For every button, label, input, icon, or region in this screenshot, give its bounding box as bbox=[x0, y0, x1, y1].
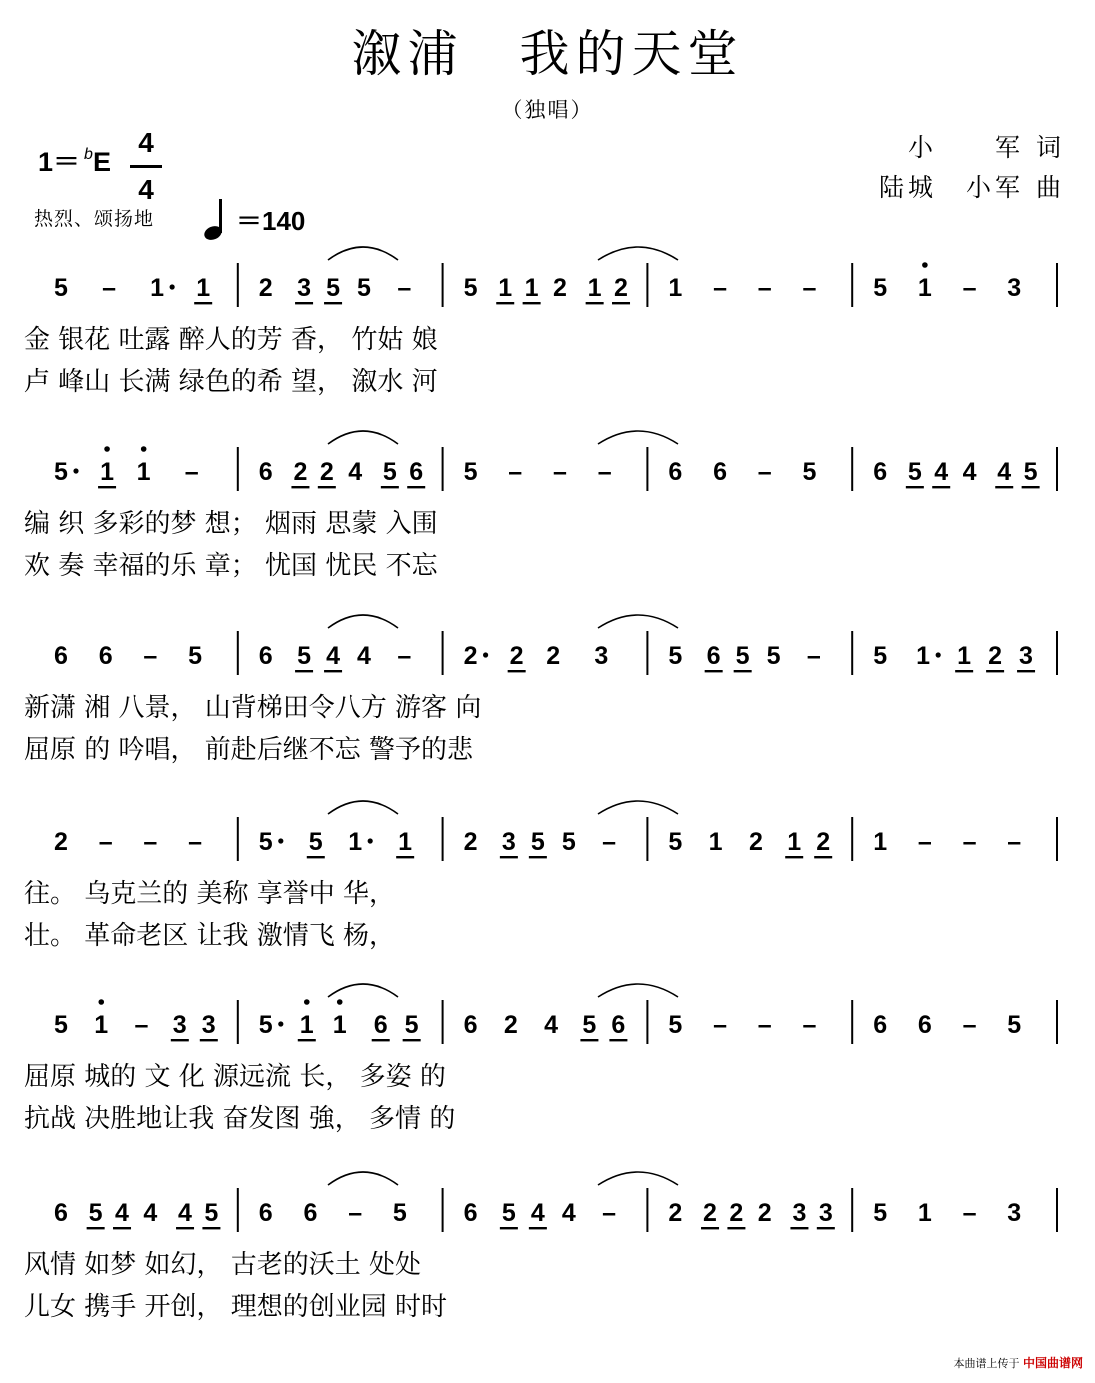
score-note: 6 bbox=[409, 458, 424, 486]
score-note: – bbox=[806, 642, 821, 670]
score-note: 6 bbox=[373, 1011, 388, 1039]
score-note: – bbox=[962, 1011, 977, 1039]
score-note: 6 bbox=[463, 1011, 478, 1039]
underline-beam bbox=[113, 1227, 131, 1229]
score-note: 5 bbox=[463, 458, 478, 486]
slur bbox=[328, 247, 398, 260]
score-note: 1 bbox=[524, 274, 539, 302]
underline-beam bbox=[609, 1039, 627, 1041]
time-bottom: 4 bbox=[138, 174, 154, 205]
underline-beam bbox=[817, 1227, 835, 1229]
score-note: 4 bbox=[561, 1199, 576, 1227]
key-prefix: 1＝ bbox=[38, 147, 81, 177]
underline-beam bbox=[500, 856, 518, 858]
score-note: 2 bbox=[668, 1199, 683, 1227]
score-note: – bbox=[802, 274, 817, 302]
score-note: – bbox=[102, 274, 116, 302]
score-note: – bbox=[962, 828, 977, 856]
underline-beam bbox=[194, 302, 212, 304]
upload-text: 本曲谱上传于 bbox=[953, 1357, 1020, 1370]
score-note: 2 bbox=[816, 828, 831, 856]
slur bbox=[328, 801, 398, 814]
underline-beam bbox=[295, 670, 313, 672]
score-note: 1 bbox=[150, 274, 165, 302]
score-note: 6 bbox=[463, 1199, 478, 1227]
score-note: 5 bbox=[873, 642, 888, 670]
score-note: 5 bbox=[582, 1011, 597, 1039]
score-note: 1 bbox=[398, 828, 413, 856]
barline bbox=[851, 447, 853, 491]
score-system bbox=[24, 247, 1058, 397]
augmentation-dot bbox=[73, 468, 78, 473]
octave-dot bbox=[141, 446, 147, 452]
score-note: 3 bbox=[501, 828, 516, 856]
score-note: 4 bbox=[530, 1199, 545, 1227]
augmentation-dot bbox=[278, 1021, 283, 1026]
score-note: 1 bbox=[94, 1011, 109, 1039]
score-note: – bbox=[757, 274, 772, 302]
underline-beam bbox=[202, 1227, 220, 1229]
score-note: – bbox=[757, 458, 772, 486]
score-note: 2 bbox=[729, 1199, 744, 1227]
underline-beam bbox=[171, 1039, 189, 1041]
lyric-line-verse1: 新潇 湘 八景， 山背梯田令八方 游客 向 bbox=[24, 693, 482, 723]
score-note: – bbox=[397, 274, 412, 302]
barline bbox=[1056, 263, 1058, 307]
score-system bbox=[24, 1172, 1058, 1322]
score-note: 5 bbox=[530, 828, 545, 856]
score-note: 6 bbox=[668, 458, 683, 486]
barline bbox=[851, 1188, 853, 1232]
lyric-line-verse2: 壮。 革命老区 让我 激情飞 杨， bbox=[24, 921, 396, 951]
tempo-marking: 热烈、颂扬地 bbox=[34, 208, 155, 230]
score-note: 6 bbox=[258, 642, 273, 670]
underline-beam bbox=[500, 1227, 518, 1229]
score-note: – bbox=[597, 458, 612, 486]
score-note: 3 bbox=[1007, 274, 1022, 302]
score-note: 6 bbox=[873, 1011, 888, 1039]
score-note: – bbox=[553, 458, 567, 486]
score-note: 4 bbox=[997, 458, 1012, 486]
score-note: 5 bbox=[463, 274, 478, 302]
score-note: 5 bbox=[873, 1199, 888, 1227]
score-note: 6 bbox=[873, 458, 888, 486]
augmentation-dot bbox=[368, 838, 373, 843]
score-note: 2 bbox=[463, 828, 478, 856]
score-note: 4 bbox=[115, 1199, 129, 1227]
score-note: 4 bbox=[326, 642, 340, 670]
score-note: 3 bbox=[792, 1199, 807, 1227]
score-note: 5 bbox=[357, 274, 371, 302]
score-note: 1 bbox=[668, 274, 683, 302]
score-note: 5 bbox=[1023, 458, 1038, 486]
score-note: 4 bbox=[143, 1199, 158, 1227]
score-note: 5 bbox=[873, 274, 888, 302]
slur bbox=[598, 247, 678, 260]
barline bbox=[237, 1188, 239, 1232]
score-note: 2 bbox=[614, 274, 628, 302]
score-note: – bbox=[962, 274, 977, 302]
underline-beam bbox=[508, 670, 526, 672]
score-note: 2 bbox=[703, 1199, 717, 1227]
underline-beam bbox=[529, 856, 547, 858]
score-note: 6 bbox=[258, 458, 273, 486]
underline-beam bbox=[986, 670, 1004, 672]
score-note: 2 bbox=[463, 642, 478, 670]
score-note: 6 bbox=[706, 642, 721, 670]
underline-beam bbox=[200, 1039, 218, 1041]
slur bbox=[328, 615, 398, 628]
score-note: – bbox=[713, 1011, 728, 1039]
underline-beam bbox=[496, 302, 514, 304]
augmentation-dot bbox=[170, 284, 175, 289]
score-note: 2 bbox=[509, 642, 524, 670]
score-note: 5 bbox=[668, 828, 683, 856]
underline-beam bbox=[176, 1227, 194, 1229]
barline bbox=[851, 263, 853, 307]
score-note: – bbox=[917, 828, 932, 856]
lyric-line-verse2: 儿女 携手 开创， 理想的创业园 时时 bbox=[24, 1292, 448, 1322]
underline-beam bbox=[955, 670, 973, 672]
score-note: 1 bbox=[299, 1011, 314, 1039]
score-note: 6 bbox=[611, 1011, 626, 1039]
score-note: 5 bbox=[188, 642, 203, 670]
flat-sign: b bbox=[84, 146, 93, 163]
score-note: 3 bbox=[594, 642, 609, 670]
score-note: – bbox=[188, 828, 203, 856]
score-note: 1 bbox=[917, 274, 932, 302]
barline bbox=[646, 1188, 648, 1232]
underline-beam bbox=[1022, 486, 1040, 488]
score-note: – bbox=[802, 1011, 817, 1039]
underline-beam bbox=[291, 486, 309, 488]
score-note: 1 bbox=[708, 828, 723, 856]
underline-beam bbox=[701, 1227, 719, 1229]
score-note: 1 bbox=[787, 828, 802, 856]
barline bbox=[646, 263, 648, 307]
lyric-line-verse2: 屈原 的 吟唱， 前赴后继不忘 警予的悲 bbox=[24, 735, 474, 765]
score-note: 5 bbox=[766, 642, 781, 670]
score-system bbox=[24, 801, 1058, 951]
barline bbox=[237, 447, 239, 491]
augmentation-dot bbox=[278, 838, 283, 843]
slur bbox=[328, 1172, 398, 1185]
score-note: 1 bbox=[196, 274, 211, 302]
score-note: – bbox=[1007, 828, 1022, 856]
octave-dot bbox=[922, 262, 928, 268]
score-note: 3 bbox=[1007, 1199, 1022, 1227]
score-note: 2 bbox=[546, 642, 561, 670]
score-note: 3 bbox=[172, 1011, 187, 1039]
score-system bbox=[24, 984, 1058, 1134]
score-note: 1 bbox=[916, 642, 931, 670]
octave-dot bbox=[104, 446, 110, 452]
underline-beam bbox=[403, 1039, 421, 1041]
score-note: 5 bbox=[735, 642, 750, 670]
score-note: 5 bbox=[258, 828, 273, 856]
upload-note bbox=[953, 1354, 1083, 1371]
slur bbox=[598, 1172, 678, 1185]
barline bbox=[237, 263, 239, 307]
score-note: 5 bbox=[258, 1011, 273, 1039]
barline bbox=[646, 447, 648, 491]
score-note: 5 bbox=[907, 458, 922, 486]
score-note: 4 bbox=[348, 458, 363, 486]
composer-credit: 陆城 小军 曲 bbox=[879, 173, 1065, 202]
score-note: 4 bbox=[178, 1199, 192, 1227]
score-note: 1 bbox=[332, 1011, 347, 1039]
slur bbox=[328, 984, 398, 997]
score-note: – bbox=[602, 1199, 617, 1227]
score-note: – bbox=[508, 458, 523, 486]
score-note: 5 bbox=[54, 1011, 68, 1039]
underline-beam bbox=[98, 486, 116, 488]
score-note: 2 bbox=[757, 1199, 772, 1227]
underline-beam bbox=[734, 670, 752, 672]
augmentation-dot bbox=[483, 652, 488, 657]
lyric-line-verse1: 金 银花 吐露 醉人的芳 香， 竹姑 娘 bbox=[24, 325, 438, 355]
underline-beam bbox=[586, 302, 604, 304]
score-note: 1 bbox=[587, 274, 602, 302]
lyric-line-verse2: 欢 奏 幸福的乐 章； 忧国 忧民 不忘 bbox=[24, 551, 438, 581]
score-note: 2 bbox=[503, 1011, 518, 1039]
octave-dot bbox=[98, 999, 104, 1005]
underline-beam bbox=[785, 856, 803, 858]
score-note: 5 bbox=[204, 1199, 219, 1227]
underline-beam bbox=[298, 1039, 316, 1041]
score-note: 5 bbox=[88, 1199, 103, 1227]
score-note: 6 bbox=[713, 458, 728, 486]
score-note: 5 bbox=[404, 1011, 419, 1039]
underline-beam bbox=[396, 856, 414, 858]
underline-beam bbox=[523, 302, 541, 304]
score-note: 5 bbox=[561, 828, 576, 856]
score-note: 3 bbox=[297, 274, 311, 302]
underline-beam bbox=[612, 302, 630, 304]
underline-beam bbox=[318, 486, 336, 488]
song-title: 溆浦 我的天堂 bbox=[351, 25, 744, 83]
barline bbox=[1056, 447, 1058, 491]
score-note: – bbox=[757, 1011, 772, 1039]
slur bbox=[328, 431, 398, 444]
score-note: 5 bbox=[54, 274, 68, 302]
score-note: 4 bbox=[934, 458, 949, 486]
underline-beam bbox=[790, 1227, 808, 1229]
score-note: 1 bbox=[100, 458, 114, 486]
barline bbox=[646, 817, 648, 861]
underline-beam bbox=[87, 1227, 105, 1229]
barline bbox=[1056, 1188, 1058, 1232]
score-note: 5 bbox=[308, 828, 323, 856]
underline-beam bbox=[407, 486, 425, 488]
score-note: 6 bbox=[54, 642, 68, 670]
score-note: 3 bbox=[818, 1199, 833, 1227]
underline-beam bbox=[307, 856, 325, 858]
score-note: 1 bbox=[957, 642, 972, 670]
barline bbox=[237, 1000, 239, 1044]
barline bbox=[1056, 817, 1058, 861]
slur bbox=[598, 801, 678, 814]
subtitle-solo: （独唱） bbox=[501, 98, 594, 122]
underline-beam bbox=[932, 486, 950, 488]
score-note: 2 bbox=[258, 274, 273, 302]
score-system bbox=[24, 615, 1058, 765]
barline bbox=[646, 631, 648, 675]
underline-beam bbox=[727, 1227, 745, 1229]
underline-beam bbox=[705, 670, 723, 672]
barline bbox=[851, 1000, 853, 1044]
barline bbox=[442, 631, 444, 675]
score-note: 4 bbox=[544, 1011, 559, 1039]
score-note: 5 bbox=[297, 642, 311, 670]
lyric-line-verse2: 卢 峰山 长满 绿色的希 望， 溆水 河 bbox=[24, 367, 438, 397]
score-note: 3 bbox=[1019, 642, 1033, 670]
time-top: 4 bbox=[138, 127, 154, 158]
barline bbox=[1056, 1000, 1058, 1044]
score-note: – bbox=[134, 1011, 149, 1039]
barline bbox=[646, 1000, 648, 1044]
barline bbox=[442, 817, 444, 861]
barline bbox=[237, 631, 239, 675]
barline bbox=[442, 447, 444, 491]
score-note: 5 bbox=[668, 1011, 683, 1039]
score-note: – bbox=[713, 274, 728, 302]
score-note: 4 bbox=[962, 458, 977, 486]
score-note: 5 bbox=[54, 458, 68, 486]
score-note: 5 bbox=[802, 458, 817, 486]
barline bbox=[442, 263, 444, 307]
score-note: 6 bbox=[917, 1011, 932, 1039]
barline bbox=[1056, 631, 1058, 675]
underline-beam bbox=[372, 1039, 390, 1041]
score-note: 6 bbox=[98, 642, 113, 670]
score-note: 5 bbox=[326, 274, 340, 302]
score-note: 1 bbox=[136, 458, 151, 486]
augmentation-dot bbox=[936, 652, 941, 657]
score-note: – bbox=[348, 1199, 363, 1227]
score-note: 2 bbox=[988, 642, 1003, 670]
lyricist-credit: 小 军 词 bbox=[908, 133, 1065, 162]
score-note: 1 bbox=[873, 828, 888, 856]
barline bbox=[237, 817, 239, 861]
score-note: 2 bbox=[293, 458, 308, 486]
score-note: – bbox=[962, 1199, 977, 1227]
tempo-bpm: ＝140 bbox=[236, 206, 306, 236]
score-note: 6 bbox=[303, 1199, 318, 1227]
score-note: – bbox=[397, 642, 412, 670]
key-letter: E bbox=[92, 147, 111, 177]
score-note: 6 bbox=[258, 1199, 273, 1227]
score-note: 3 bbox=[201, 1011, 216, 1039]
score-note: 2 bbox=[553, 274, 567, 302]
underline-beam bbox=[529, 1227, 547, 1229]
underline-beam bbox=[814, 856, 832, 858]
score-note: 1 bbox=[348, 828, 363, 856]
underline-beam bbox=[580, 1039, 598, 1041]
score-note: – bbox=[98, 828, 113, 856]
score-note: 1 bbox=[498, 274, 513, 302]
score-note: 2 bbox=[54, 828, 68, 856]
underline-beam bbox=[1017, 670, 1035, 672]
score-note: 5 bbox=[392, 1199, 407, 1227]
barline bbox=[851, 817, 853, 861]
score-note: 5 bbox=[1007, 1011, 1022, 1039]
site-logo: 中国曲谱网 bbox=[1022, 1356, 1083, 1370]
slur bbox=[598, 431, 678, 444]
underline-beam bbox=[324, 670, 342, 672]
slur bbox=[598, 984, 678, 997]
barline bbox=[442, 1188, 444, 1232]
underline-beam bbox=[906, 486, 924, 488]
score-note: 2 bbox=[748, 828, 763, 856]
lyric-line-verse1: 风情 如梦 如幻， 古老的沃土 处处 bbox=[24, 1250, 422, 1280]
slur bbox=[598, 615, 678, 628]
score-note: 5 bbox=[501, 1199, 516, 1227]
score-note: 5 bbox=[668, 642, 683, 670]
underline-beam bbox=[324, 302, 342, 304]
lyric-line-verse1: 编 织 多彩的梦 想； 烟雨 思蒙 入围 bbox=[24, 509, 438, 539]
score-note: – bbox=[184, 458, 199, 486]
underline-beam bbox=[381, 486, 399, 488]
score-note: – bbox=[143, 642, 158, 670]
underline-beam bbox=[995, 486, 1013, 488]
score-system bbox=[24, 431, 1058, 581]
octave-dot bbox=[304, 999, 310, 1005]
lyric-line-verse1: 屈原 城的 文 化 源远流 长， 多姿 的 bbox=[24, 1062, 446, 1092]
score-note: 4 bbox=[357, 642, 371, 670]
score-note: 5 bbox=[382, 458, 397, 486]
underline-beam bbox=[295, 302, 313, 304]
score-note: – bbox=[602, 828, 617, 856]
lyric-line-verse2: 抗战 决胜地让我 奋发图 強， 多情 的 bbox=[24, 1104, 456, 1134]
barline bbox=[442, 1000, 444, 1044]
octave-dot bbox=[337, 999, 343, 1005]
score-note: 6 bbox=[54, 1199, 68, 1227]
barline bbox=[851, 631, 853, 675]
lyric-line-verse1: 往。 乌克兰的 美称 享誉中 华， bbox=[24, 879, 396, 909]
score-note: – bbox=[143, 828, 158, 856]
score-note: 2 bbox=[319, 458, 334, 486]
score-note: 1 bbox=[917, 1199, 932, 1227]
